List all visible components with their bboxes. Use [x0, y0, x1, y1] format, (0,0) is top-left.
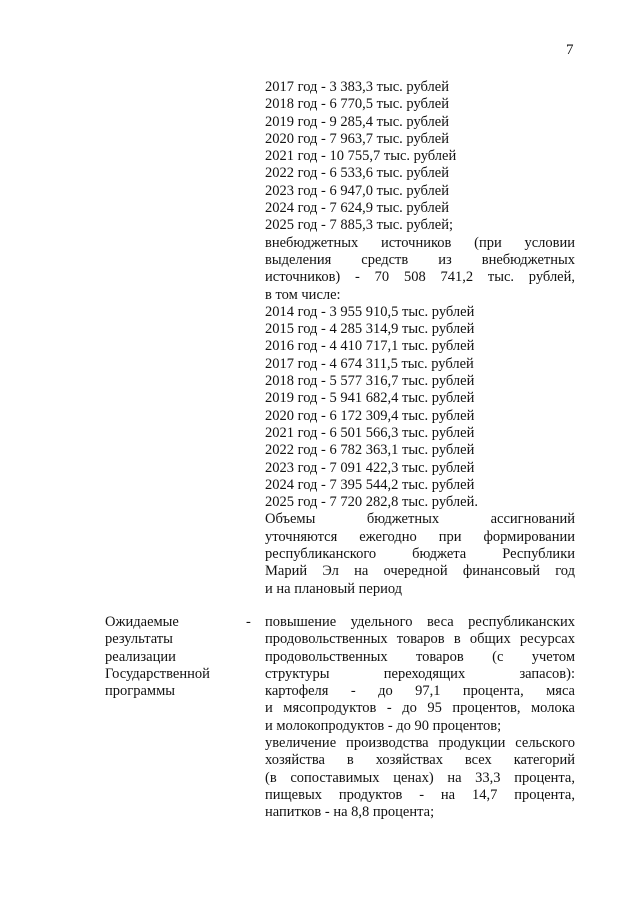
results-text-line: увеличение производства продукции сельского [265, 735, 575, 752]
results-label-line: реализации [105, 648, 176, 665]
allocations-note-line: Объемы бюджетных ассигнований [265, 511, 575, 528]
extrabudgetary-year-2018: 2018 год - 5 577 316,7 тыс. рублей [265, 373, 475, 390]
extrabudgetary-year-2017: 2017 год - 4 674 311,5 тыс. рублей [265, 355, 474, 372]
extrabudgetary-year-2019: 2019 год - 5 941 682,4 тыс. рублей [265, 390, 475, 407]
allocations-note-line: уточняются ежегодно при формировании [265, 528, 575, 545]
extrabudgetary-year-2021: 2021 год - 6 501 566,3 тыс. рублей [265, 424, 475, 441]
results-text-line: (в сопоставимых ценах) на 33,3 процента, [265, 769, 575, 786]
extrabudgetary-year-2014: 2014 год - 3 955 910,5 тыс. рублей [265, 303, 475, 320]
extrabudgetary-year-2016: 2016 год - 4 410 717,1 тыс. рублей [265, 338, 475, 355]
extrabudgetary-list [265, 304, 575, 512]
regional-budget-year-2019: 2019 год - 9 285,4 тыс. рублей [265, 113, 449, 130]
regional-budget-year-2023: 2023 год - 6 947,0 тыс. рублей [265, 182, 449, 199]
regional-budget-year-2024: 2024 год - 7 624,9 тыс. рублей [265, 200, 449, 217]
results-text-line: и молокопродуктов - до 90 процентов; [265, 717, 502, 734]
extrabudgetary-year-2020: 2020 год - 6 172 309,4 тыс. рублей [265, 407, 475, 424]
extrabudgetary-year-2024: 2024 год - 7 395 544,2 тыс. рублей [265, 476, 475, 493]
regional-budget-year-2018: 2018 год - 6 770,5 тыс. рублей [265, 96, 449, 113]
results-text-line: повышение удельного веса республиканских [265, 614, 575, 630]
results-text-line: хозяйства в хозяйствах всех категорий [265, 752, 575, 769]
extrabudgetary-year-2022: 2022 год - 6 782 363,1 тыс. рублей [265, 442, 475, 459]
including-label: в том числе: [265, 286, 341, 303]
results-label-line: Ожидаемые [105, 614, 179, 630]
expected-results-label [105, 614, 235, 700]
results-label-line: программы [105, 683, 175, 700]
page-number: 7 [566, 42, 574, 58]
regional-budget-list [265, 79, 575, 235]
expected-results-text [265, 614, 575, 822]
extrabudgetary-year-2015: 2015 год - 4 285 314,9 тыс. рублей [265, 321, 475, 338]
allocations-note [265, 511, 575, 597]
results-dash: - [246, 614, 251, 630]
results-text-line: картофеля - до 97,1 процента, мяса [265, 683, 575, 700]
results-text-line: пищевых продуктов - на 14,7 процента, [265, 786, 575, 803]
results-label-line: результаты [105, 631, 173, 648]
regional-budget-year-2025: 2025 год - 7 885,3 тыс. рублей; [265, 217, 453, 234]
regional-budget-year-2021: 2021 год - 10 755,7 тыс. рублей [265, 148, 457, 165]
extrabudgetary-year-2023: 2023 год - 7 091 422,3 тыс. рублей [265, 459, 475, 476]
extrabudgetary-intro-line: источников) - 70 508 741,2 тыс. рублей, [265, 269, 575, 286]
regional-budget-year-2017: 2017 год - 3 383,3 тыс. рублей [265, 79, 449, 95]
allocations-note-line: Марий Эл на очередной финансовый год [265, 563, 575, 580]
results-label-line: Государственной [105, 665, 210, 682]
results-text-line: и мясопродуктов - до 95 процентов, молока [265, 700, 575, 717]
allocations-note-line: и на плановый период [265, 580, 403, 597]
regional-budget-year-2022: 2022 год - 6 533,6 тыс. рублей [265, 165, 449, 182]
allocations-note-line: республиканского бюджета Республики [265, 546, 575, 563]
results-text-line: структуры переходящих запасов): [265, 665, 575, 682]
results-text-line: продовольственных товаров (с учетом [265, 648, 575, 665]
results-text-line: напитков - на 8,8 процента; [265, 804, 435, 821]
extrabudgetary-intro [265, 235, 575, 287]
regional-budget-year-2020: 2020 год - 7 963,7 тыс. рублей [265, 130, 449, 147]
extrabudgetary-intro-line: внебюджетных источников (при условии [265, 234, 575, 251]
extrabudgetary-intro-line: выделения средств из внебюджетных [265, 251, 575, 268]
results-text-line: продовольственных товаров в общих ресурсах [265, 631, 575, 648]
funding-block [265, 79, 575, 598]
extrabudgetary-year-2025: 2025 год - 7 720 282,8 тыс. рублей. [265, 494, 478, 511]
